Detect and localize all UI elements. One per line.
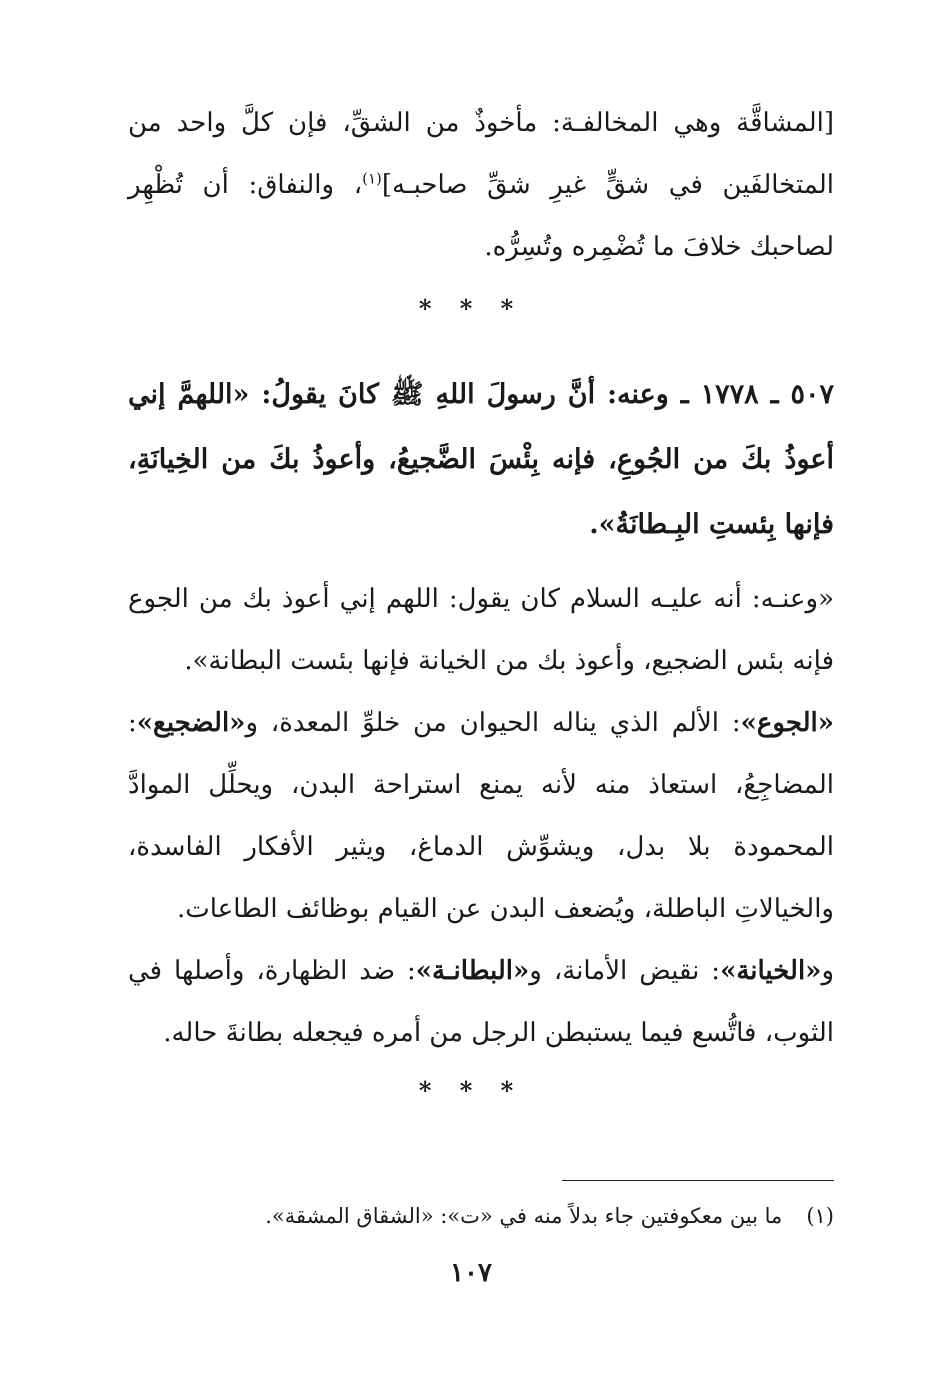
intro-text-part2: ، والنفاق: أن تُظْهِر لصاحبك خلافَ ما تُضْمِره وتُسِرُّه. bbox=[128, 170, 834, 262]
commentary-paragraph-3 bbox=[128, 940, 834, 1064]
commentary-paragraph-2 bbox=[128, 692, 834, 940]
commentary-3-text1: : نقيض الأمانة، و bbox=[529, 956, 721, 986]
commentary-paragraph-1: «وعنـه: أنه عليـه السلام كان يقول: اللهم إني أعوذ بك من الجوع فإنه بئس الضجيع، وأعوذ بك من الخيانة فإنها بئست البطانة». bbox=[128, 584, 834, 676]
term-treachery: «الخيانة» bbox=[720, 956, 822, 986]
footnote-marker[interactable]: (١) bbox=[362, 169, 382, 188]
commentary-block bbox=[128, 568, 834, 1064]
footnote-text: ما بين معكوفتين جاء بدلاً منه في «ت»: «الشقاق المشقة». bbox=[265, 1204, 783, 1228]
section-separator-2: * * * bbox=[418, 1076, 524, 1105]
commentary-2-text2: : المضاجِعُ، استعاذ منه لأنه يمنع استراحة البدن، ويحلِّل الموادَّ المحمودة بلا بدل، ويشوِّش الدماغ، ويثير الأفكار الفاسدة، والخيالاتِ الباطلة، ويُضعف البدن عن القيام بوظائف الطاعات. bbox=[128, 708, 834, 924]
intro-paragraph bbox=[128, 92, 834, 278]
hadith-text: ٥٠٧ ـ ١٧٧٨ ـ وعنه: أنَّ رسولَ اللهِ ﷺ كانَ يقولُ: «اللهمَّ إني أعوذُ بكَ من الجُوعِ، فإنه بِئْسَ الضَّجيعُ، وأعوذُ بكَ من الخِيانَةِ، فإنها بِئستِ البِـطانَةُ». bbox=[128, 379, 834, 540]
footnote-divider bbox=[562, 1180, 834, 1181]
commentary-3-text2: : ضد الظهارة، وأصلها في الثوب، فاتُّسع فيما يستبطن الرجل من أمره فيجعله بطانةَ حاله. bbox=[128, 956, 834, 1048]
footnote-number: (١) bbox=[806, 1204, 834, 1228]
section-separator-1: * * * bbox=[418, 294, 524, 323]
intro-text-part1: [المشاقَّة وهي المخالفـة: مأخوذٌ من الشقِّ، فإن كلَّ واحد من المتخالفَين في شقٍّ غيرِ شقِّ صاحبـه] bbox=[128, 108, 834, 200]
page-number: ١٠٧ bbox=[450, 1258, 492, 1288]
intro-paragraph-block bbox=[128, 92, 834, 278]
term-bedfellow: «الضجيع» bbox=[136, 708, 246, 738]
footnote bbox=[128, 1198, 834, 1234]
term-hunger: «الجوع» bbox=[740, 708, 834, 738]
term-lining: «البطانـة» bbox=[415, 956, 530, 986]
commentary-3-prefix: و bbox=[821, 956, 834, 986]
hadith-block bbox=[128, 362, 834, 557]
commentary-2-text1: : الألم الذي يناله الحيوان من خلوِّ المعدة، و bbox=[245, 708, 741, 738]
